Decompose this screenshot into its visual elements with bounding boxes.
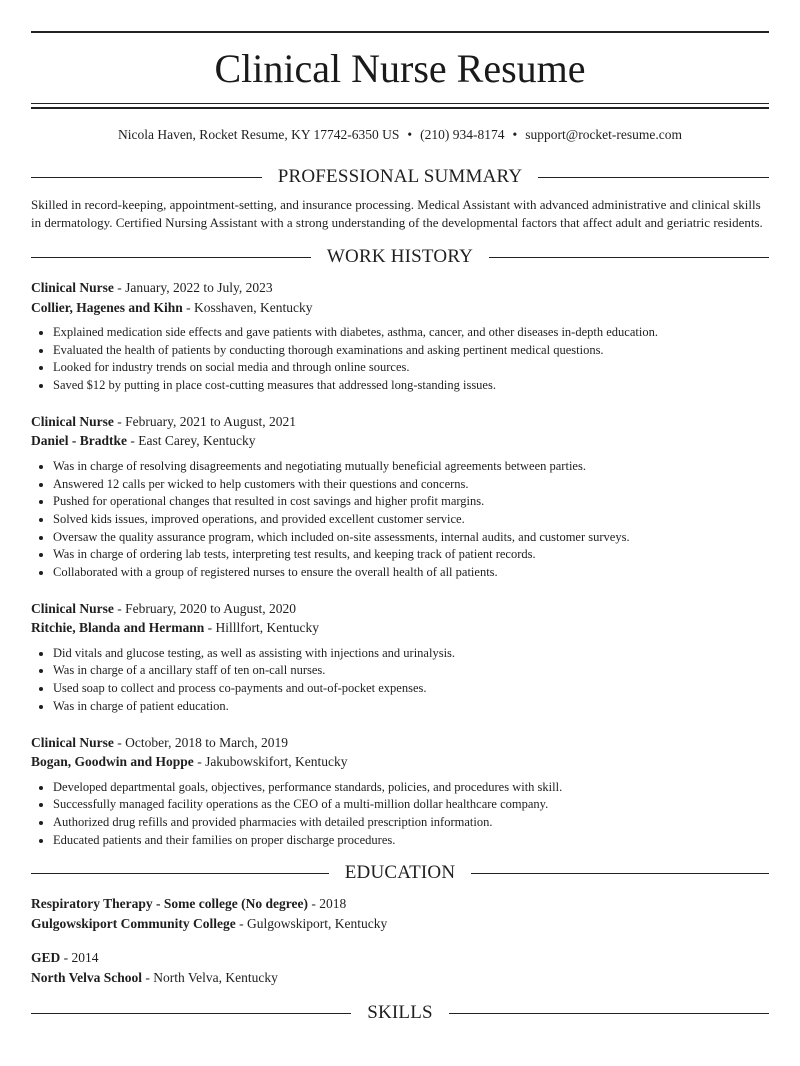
job-entry xyxy=(31,733,769,850)
education-year: 2014 xyxy=(71,950,99,966)
dash: - xyxy=(127,433,139,449)
job-bullets xyxy=(31,324,769,395)
section-heading-education xyxy=(31,862,769,884)
job-title-row xyxy=(31,733,769,753)
section-title: EDUCATION xyxy=(344,862,456,884)
job-employer-row xyxy=(31,752,769,772)
education-location: Gulgowskiport, Kentucky xyxy=(247,916,388,932)
heading-rule xyxy=(489,257,769,258)
dash: - xyxy=(113,413,126,429)
contact-email: support@rocket-resume.com xyxy=(525,127,683,142)
job-location: East Carey, Kentucky xyxy=(138,433,256,449)
job-title-row xyxy=(31,278,769,298)
list-item: • Saved $12 by putting in place cost-cutting measures that addressed long-standing issues. xyxy=(53,377,769,395)
education-school-row xyxy=(31,914,769,934)
heading-rule xyxy=(31,257,311,258)
job-location: Hilllfort, Kentucky xyxy=(215,620,320,636)
heading-rule xyxy=(538,177,769,178)
job-dates: February, 2021 to August, 2021 xyxy=(125,413,296,429)
list-item: • Did vitals and glucose testing, as well as assisting with injections and urinalysis. xyxy=(53,645,769,663)
list-item: • Explained medication side effects and gave patients with diabetes, asthma, cancer, and other diseases in-depth education. xyxy=(53,324,769,342)
list-item: • Answered 12 calls per wicked to help customers with their questions and concerns. xyxy=(53,476,769,494)
education-school: North Velva School xyxy=(31,970,143,986)
summary-text: Skilled in record-keeping, appointment-setting, and insurance processing. Medical Assistant with advanced administrative and clinical skills in dermatology. Certified Nursing Assistant with a strong understanding of the developmental factors that affect adult and geriatric residents. xyxy=(31,197,763,230)
dash: - xyxy=(113,280,126,295)
list-item: • Was in charge of patient education. xyxy=(53,698,769,716)
job-employer-row xyxy=(31,431,769,451)
list-item: • Solved kids issues, improved operations, and provided excellent customer service. xyxy=(53,511,769,529)
section-heading-work xyxy=(31,246,769,268)
dash: - xyxy=(142,970,154,986)
job-location: Jakubowskifort, Kentucky xyxy=(205,754,348,770)
contact-separator: • xyxy=(512,127,518,142)
job-bullets xyxy=(31,779,769,850)
list-item: • Collaborated with a group of registered nurses to ensure the overall health of all patients. xyxy=(53,564,769,582)
job-bullets xyxy=(31,645,769,716)
dash: - xyxy=(204,620,216,636)
list-item: • Oversaw the quality assurance program, which included on-site assessments, internal audits, and customer surveys. xyxy=(53,529,769,547)
job-dates: October, 2018 to March, 2019 xyxy=(125,734,289,750)
list-item: • Was in charge of resolving disagreements and negotiating mutually beneficial agreements between parties. xyxy=(53,458,769,476)
education-location: North Velva, Kentucky xyxy=(153,970,278,986)
job-dates: January, 2022 to July, 2023 xyxy=(125,280,273,295)
heading-rule xyxy=(31,873,329,874)
contact-line xyxy=(31,126,769,143)
education-entry xyxy=(31,894,769,934)
dash: - xyxy=(235,916,248,932)
section-title: SKILLS xyxy=(367,1002,433,1024)
dash: - xyxy=(113,734,126,750)
dash: - xyxy=(182,299,195,315)
list-item: • Educated patients and their families on proper discharge procedures. xyxy=(53,832,769,850)
section-heading-skills xyxy=(31,1002,769,1024)
list-item: • Pushed for operational changes that resulted in cost savings and higher profit margins. xyxy=(53,493,769,511)
education-degree-row xyxy=(31,894,769,914)
heading-rule xyxy=(449,1013,769,1014)
list-item: • Used soap to collect and process co-payments and out-of-pocket expenses. xyxy=(53,680,769,698)
resume-title: Clinical Nurse Resume xyxy=(214,46,586,91)
job-employer-row xyxy=(31,618,769,638)
dash: - xyxy=(113,600,126,616)
section-heading-summary xyxy=(31,166,769,188)
job-title: Clinical Nurse xyxy=(31,413,114,429)
contact-separator: • xyxy=(407,127,413,142)
job-employer: Collier, Hagenes and Kihn xyxy=(31,299,183,315)
heading-rule xyxy=(31,177,262,178)
job-location: Kosshaven, Kentucky xyxy=(194,299,313,315)
list-item: • Developed departmental goals, objectives, performance standards, policies, and procedures with skill. xyxy=(53,779,769,797)
job-entry xyxy=(31,412,769,582)
job-employer: Daniel - Bradtke xyxy=(31,433,127,449)
job-title-row xyxy=(31,412,769,432)
job-title: Clinical Nurse xyxy=(31,280,114,295)
list-item: • Successfully managed facility operations as the CEO of a multi-million dollar healthcare company. xyxy=(53,796,769,814)
education-school-row xyxy=(31,968,769,988)
job-employer: Bogan, Goodwin and Hoppe xyxy=(31,754,194,770)
contact-address: Nicola Haven, Rocket Resume, KY 17742-6350 US xyxy=(117,127,400,142)
education-degree: Respiratory Therapy - Some college (No degree) xyxy=(31,896,308,912)
section-title: PROFESSIONAL SUMMARY xyxy=(277,166,523,187)
heading-rule xyxy=(31,1013,351,1014)
section-title: WORK HISTORY xyxy=(326,246,474,267)
job-employer: Ritchie, Blanda and Hermann xyxy=(31,620,205,636)
job-title: Clinical Nurse xyxy=(31,600,114,616)
list-item: • Looked for industry trends on social media and through online sources. xyxy=(53,359,769,377)
contact-phone: (210) 934-8174 xyxy=(420,127,505,142)
heading-rule xyxy=(471,873,769,874)
dash: - xyxy=(307,896,320,912)
education-entry xyxy=(31,948,769,988)
job-bullets xyxy=(31,458,769,582)
list-item: • Was in charge of ordering lab tests, interpreting test results, and keeping track of patient records. xyxy=(53,546,769,564)
job-dates: February, 2020 to August, 2020 xyxy=(125,600,296,616)
resume-page xyxy=(31,31,769,1024)
job-entry xyxy=(31,599,769,716)
job-title-row xyxy=(31,599,769,619)
job-employer-row xyxy=(31,298,769,318)
list-item: • Authorized drug refills and provided pharmacies with detailed prescription information. xyxy=(53,814,769,832)
dash: - xyxy=(193,754,206,770)
list-item: • Evaluated the health of patients by conducting thorough examinations and asking pertinent medical questions. xyxy=(53,342,769,360)
education-school: Gulgowskiport Community College xyxy=(31,916,236,932)
education-degree-row xyxy=(31,948,769,968)
dash: - xyxy=(60,950,72,966)
job-title: Clinical Nurse xyxy=(31,734,114,750)
job-entry xyxy=(31,278,769,395)
education-degree: GED xyxy=(31,950,61,966)
list-item: • Was in charge of a ancillary staff of ten on-call nurses. xyxy=(53,662,769,680)
title-double-rule xyxy=(31,103,769,109)
education-year: 2018 xyxy=(319,896,347,912)
